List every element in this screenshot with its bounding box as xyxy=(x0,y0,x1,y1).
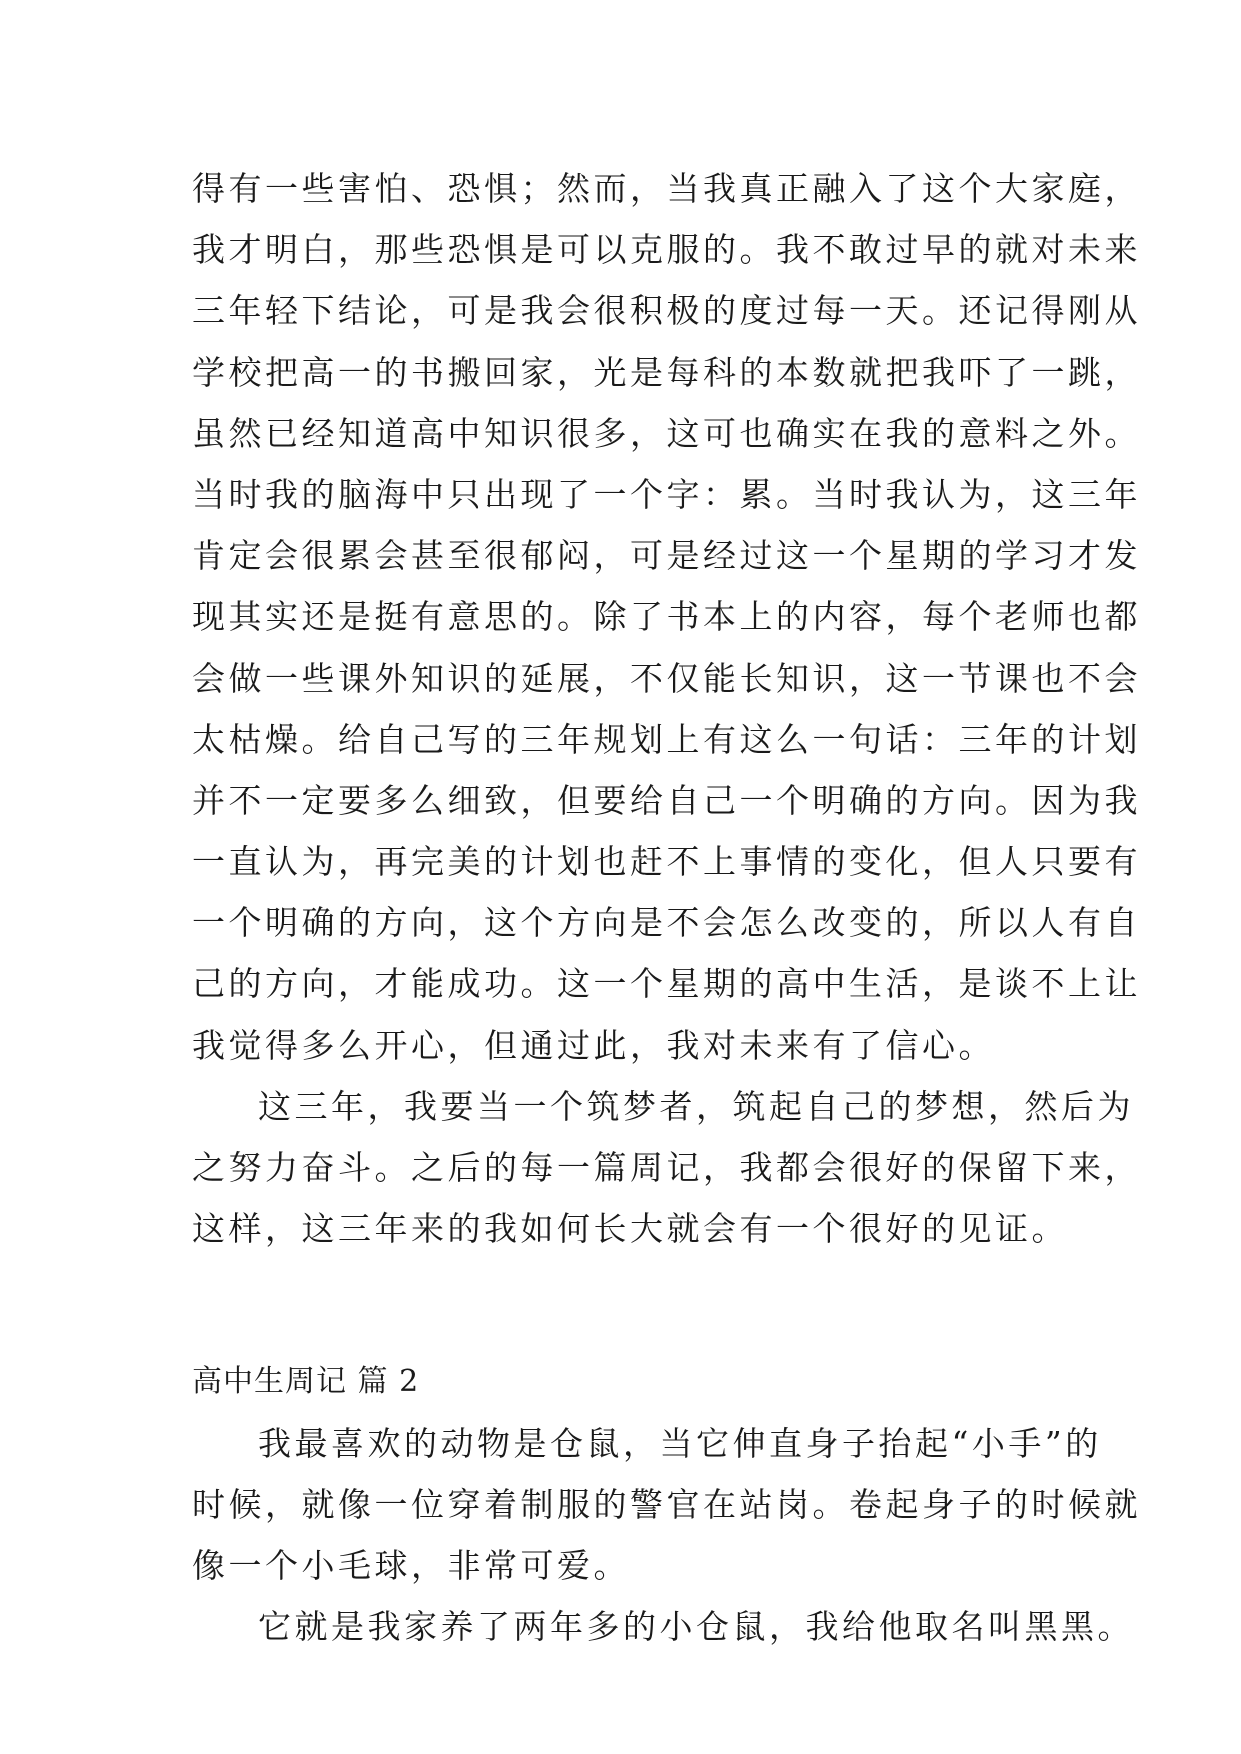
section-gap xyxy=(192,1259,1072,1351)
text-line: 肯定会很累会甚至很郁闷，可是经过这一个星期的学习才发 xyxy=(192,536,1141,576)
paragraph xyxy=(192,1076,1141,1260)
text-line: 虽然已经知道高中知识很多，这可也确实在我的意料之外。 xyxy=(192,413,1141,453)
text-line: 像一个小毛球，非常可爱。 xyxy=(192,1545,630,1585)
text-line: 学校把高一的书搬回家，光是每科的本数就把我吓了一跳， xyxy=(192,352,1141,392)
text-line: 时候，就像一位穿着制服的警官在站岗。卷起身子的时候就 xyxy=(192,1484,1141,1524)
paragraph xyxy=(192,1596,1134,1657)
text-line: 一个明确的方向，这个方向是不会怎么改变的，所以人有自 xyxy=(192,903,1141,943)
text-line: 一直认为，再完美的计划也赶不上事情的变化，但人只要有 xyxy=(192,842,1141,882)
text-line: 并不一定要多么细致，但要给自己一个明确的方向。因为我 xyxy=(192,780,1141,820)
paragraph-continuation xyxy=(192,158,1141,1076)
text-line: 三年轻下结论，可是我会很积极的度过每一天。还记得刚从 xyxy=(192,291,1141,331)
text-line: 这样，这三年来的我如何长大就会有一个很好的见证。 xyxy=(192,1209,1068,1249)
text-line: 当时我的脑海中只出现了一个字：累。当时我认为，这三年 xyxy=(192,474,1141,514)
text-line: 太枯燥。给自己写的三年规划上有这么一句话：三年的计划 xyxy=(192,719,1141,759)
paragraph xyxy=(192,1413,1141,1597)
text-line: 我最喜欢的动物是仓鼠，当它伸直身子抬起“小手”的 xyxy=(258,1423,1102,1463)
text-line: 我才明白，那些恐惧是可以克服的。我不敢过早的就对未来 xyxy=(192,230,1141,270)
text-line: 之努力奋斗。之后的每一篇周记，我都会很好的保留下来， xyxy=(192,1148,1141,1187)
text-line: 我觉得多么开心，但通过此，我对未来有了信心。 xyxy=(192,1025,995,1065)
text-line: 己的方向，才能成功。这一个星期的高中生活，是谈不上让 xyxy=(192,964,1141,1004)
text-line: 这三年，我要当一个筑梦者，筑起自己的梦想，然后为 xyxy=(258,1086,1134,1126)
section-heading: 高中生周记 篇 2 xyxy=(192,1364,420,1400)
text-line: 现其实还是挺有意思的。除了书本上的内容，每个老师也都 xyxy=(192,597,1141,637)
text-line: 会做一些课外知识的延展，不仅能长知识，这一节课也不会 xyxy=(192,658,1141,698)
document-body xyxy=(192,158,1141,1657)
text-line: 它就是我家养了两年多的小仓鼠，我给他取名叫黑黑。 xyxy=(258,1607,1134,1647)
text-line: 得有一些害怕、恐惧；然而，当我真正融入了这个大家庭， xyxy=(192,169,1141,208)
